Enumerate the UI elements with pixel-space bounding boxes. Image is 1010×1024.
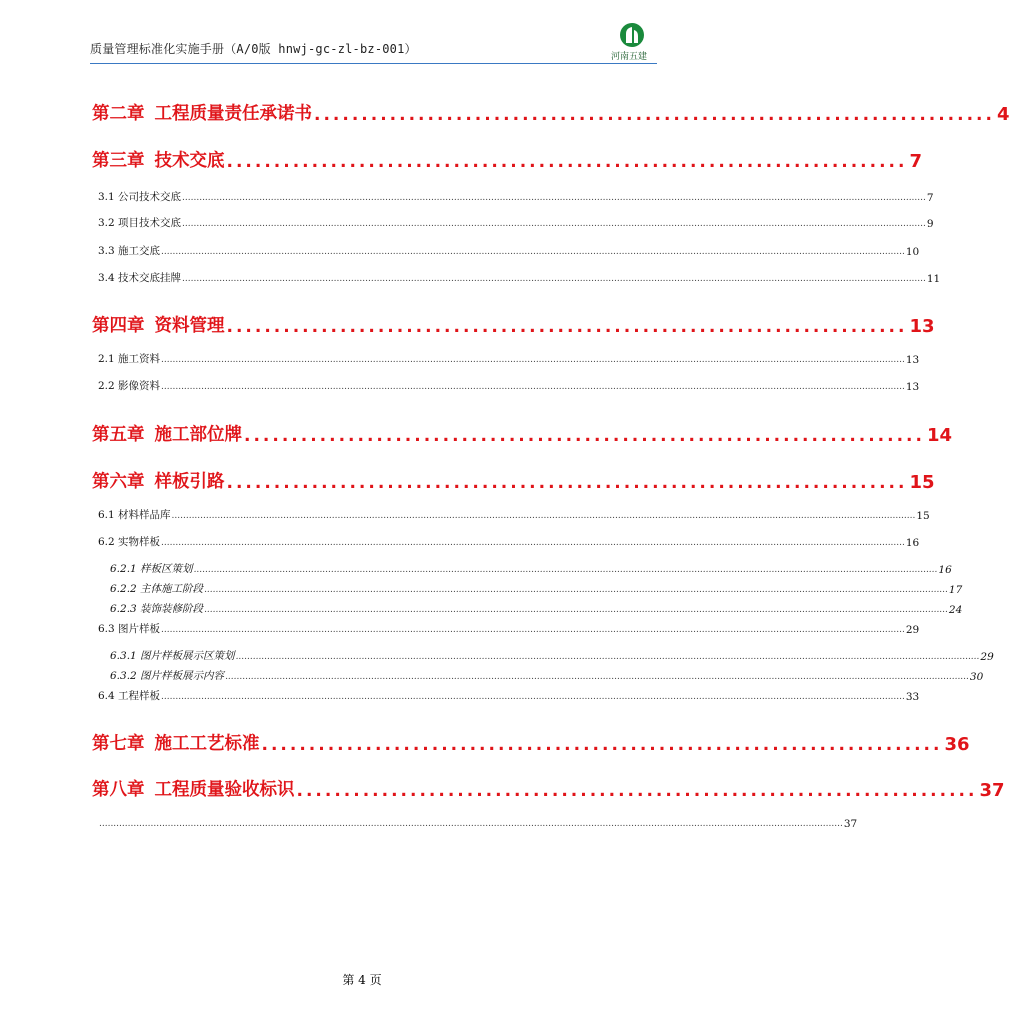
dot-leader: .................................................................................................................................................................................................................................................................... <box>204 585 948 595</box>
chapter-page: 36 <box>944 734 970 755</box>
section-page: 30 <box>969 671 984 683</box>
section-page: 33 <box>905 691 920 703</box>
chapter-number: 第八章 <box>92 780 145 800</box>
dot-leader: .................................................................................................................................................................................................................................................................... <box>225 672 969 682</box>
section-page: 11 <box>926 273 941 285</box>
toc-section-2-2[interactable] <box>98 379 920 393</box>
chapter-title: 技术交底 <box>154 151 225 171</box>
header-rule <box>90 63 657 64</box>
dot-leader: ........................................................................ <box>226 317 908 337</box>
toc-chapter-4[interactable] <box>92 311 935 337</box>
page-number-label: 第 4 页 <box>342 973 382 987</box>
section-label: 3.2 项目技术交底 <box>98 217 182 229</box>
toc-chapter-7[interactable] <box>92 729 970 755</box>
section-page: 17 <box>948 584 963 596</box>
toc-section-2-1[interactable] <box>98 352 920 366</box>
section-label: 3.4 技术交底挂牌 <box>98 272 182 284</box>
toc-chapter-6[interactable] <box>92 467 935 493</box>
section-label: 6.2 实物样板 <box>98 536 161 548</box>
dot-leader: .................................................................................................................................................................................................................................................................... <box>161 625 905 635</box>
section-page: 7 <box>926 192 934 204</box>
toc-subsection-6-2-3[interactable] <box>110 602 963 616</box>
chapter-title: 工程质量验收标识 <box>154 780 295 800</box>
section-page: 15 <box>916 510 930 522</box>
toc-blank-entry[interactable] <box>98 816 858 830</box>
dot-leader: ........................................................................ <box>314 105 995 125</box>
toc-chapter-3[interactable] <box>92 146 923 172</box>
dot-leader: .................................................................................................................................................................................................................................................................... <box>161 247 905 257</box>
dot-leader: .................................................................................................................................................................................................................................................................... <box>235 652 980 662</box>
section-label: 6.4 工程样板 <box>98 690 161 702</box>
chapter-page: 15 <box>909 472 935 493</box>
toc-section-3-3[interactable] <box>98 244 920 258</box>
page-footer <box>0 971 724 988</box>
toc-subsection-6-2-1[interactable] <box>110 562 952 576</box>
chapter-title: 样板引路 <box>154 472 225 492</box>
section-label: 6.3.1 图片样板展示区策划 <box>110 650 235 662</box>
dot-leader: .................................................................................................................................................................................................................................................................... <box>161 538 905 548</box>
chapter-page: 4 <box>996 104 1010 125</box>
section-label: 2.2 影像资料 <box>98 380 161 392</box>
logo-text: 河南五建 <box>610 52 647 62</box>
section-label: 6.2.1 样板区策划 <box>110 563 193 575</box>
chapter-page: 13 <box>909 316 935 337</box>
section-page: 16 <box>938 564 952 576</box>
toc-section-6-2[interactable] <box>98 535 920 549</box>
chapter-title: 资料管理 <box>154 316 225 336</box>
toc-section-3-2[interactable] <box>98 216 934 230</box>
dot-leader: ........................................................................ <box>244 426 925 446</box>
dot-leader: ........................................................................ <box>226 473 908 493</box>
section-page: 9 <box>926 218 934 230</box>
chapter-title: 施工部位牌 <box>154 425 242 445</box>
header-title: 质量管理标准化实施手册（A/0版 hnwj-gc-zl-bz-001） <box>90 42 417 56</box>
section-label: 6.3.2 图片样板展示内容 <box>110 670 225 682</box>
section-label: 3.1 公司技术交底 <box>98 191 182 203</box>
section-label: 6.2.3 装饰装修阶段 <box>110 603 204 615</box>
toc-chapter-2[interactable] <box>92 99 1010 125</box>
chapter-number: 第三章 <box>92 151 145 171</box>
dot-leader: .................................................................................................................................................................................................................................................................... <box>161 355 905 365</box>
chapter-number: 第五章 <box>92 425 145 445</box>
dot-leader: ........................................................................ <box>261 735 943 755</box>
dot-leader: .................................................................................................................................................................................................................................................................... <box>161 382 905 392</box>
dot-leader: .................................................................................................................................................................................................................................................................... <box>171 511 916 521</box>
dot-leader: .................................................................................................................................................................................................................................................................... <box>193 565 938 575</box>
logo-icon <box>619 22 645 48</box>
section-label: 6.3 图片样板 <box>98 623 161 635</box>
dot-leader: .................................................................................................................................................................................................................................................................... <box>204 605 948 615</box>
dot-leader: .................................................................................................................................................................................................................................................................... <box>182 274 926 284</box>
toc-chapter-8[interactable] <box>92 775 1005 801</box>
dot-leader: .................................................................................................................................................................................................................................................................... <box>182 193 926 203</box>
chapter-number: 第四章 <box>92 316 145 336</box>
section-label: 6.1 材料样品库 <box>98 509 171 521</box>
section-page: 13 <box>905 354 920 366</box>
chapter-title: 工程质量责任承诺书 <box>154 104 312 124</box>
chapter-page: 7 <box>909 151 923 172</box>
chapter-number: 第七章 <box>92 734 145 754</box>
section-page: 16 <box>905 537 920 549</box>
company-logo <box>612 22 652 66</box>
dot-leader: ........................................................................ <box>226 152 908 172</box>
section-page: 13 <box>905 381 920 393</box>
section-page: 29 <box>980 651 994 663</box>
section-page: 29 <box>905 624 920 636</box>
section-page: 37 <box>843 818 858 830</box>
dot-leader: .................................................................................................................................................................................................................................................................... <box>161 692 905 702</box>
section-label: 3.3 施工交底 <box>98 245 161 257</box>
toc-chapter-5[interactable] <box>92 420 953 446</box>
toc-subsection-6-3-2[interactable] <box>110 669 984 683</box>
toc-subsection-6-3-1[interactable] <box>110 649 994 663</box>
section-label: 2.1 施工资料 <box>98 353 161 365</box>
toc-section-6-4[interactable] <box>98 689 920 703</box>
toc-section-6-1[interactable] <box>98 508 930 522</box>
toc-section-6-3[interactable] <box>98 622 920 636</box>
page-header <box>90 30 657 66</box>
toc-section-3-4[interactable] <box>98 271 941 285</box>
chapter-page: 14 <box>926 425 953 446</box>
toc-section-3-1[interactable] <box>98 190 934 204</box>
section-page: 10 <box>905 246 920 258</box>
toc-subsection-6-2-2[interactable] <box>110 582 963 596</box>
chapter-page: 37 <box>979 780 1005 801</box>
chapter-number: 第二章 <box>92 104 145 124</box>
dot-leader: .................................................................................................................................................................................................................................................................... <box>182 219 926 229</box>
section-page: 24 <box>948 604 963 616</box>
section-label: 6.2.2 主体施工阶段 <box>110 583 204 595</box>
dot-leader: ........................................................................ <box>296 781 978 801</box>
chapter-title: 施工工艺标准 <box>154 734 260 754</box>
dot-leader: .................................................................................................................................................................................................................................................................... <box>99 819 843 829</box>
chapter-number: 第六章 <box>92 472 145 492</box>
